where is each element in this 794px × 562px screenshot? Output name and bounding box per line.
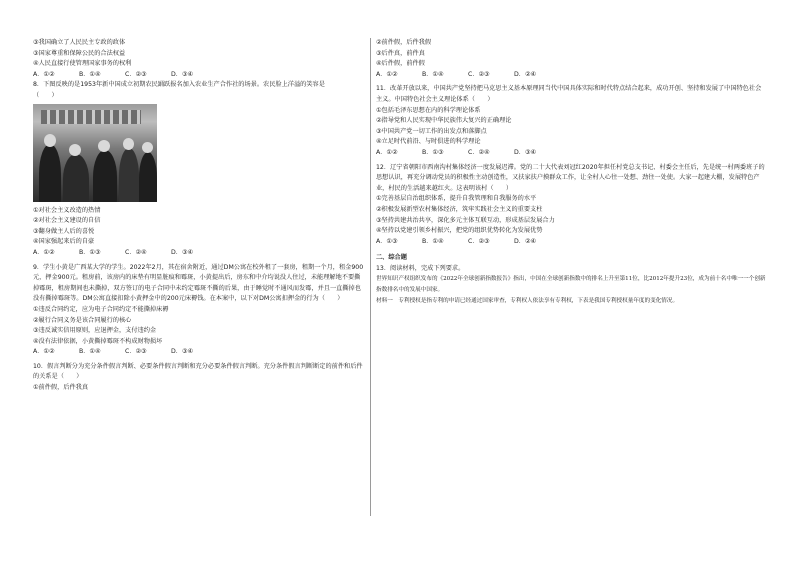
q9-option-b: B．①④ xyxy=(79,348,101,356)
q12-option-d: D．②④ xyxy=(514,237,537,245)
q10-item-4: ④后件假，前件假 xyxy=(376,60,425,68)
left-line-3: ④人民直接行使管理国家事务的权利 xyxy=(33,60,132,68)
column-divider xyxy=(370,38,371,516)
q11-item-3: ③中国共产党一切工作的出发点和落脚点 xyxy=(376,127,487,135)
q10-item-2: ②前件假，后件我假 xyxy=(376,39,432,46)
q11-item-4: ④立足时代前沿、与时俱进的科学理论 xyxy=(376,138,481,146)
q13-stem: 13．阅读材料，完成下列要求。 xyxy=(376,264,465,272)
q7-option-b: B．①④ xyxy=(79,70,101,78)
q9-item-3: ③违反诚实信用原则，应退押金，支付违约金 xyxy=(33,327,157,335)
q10-item-3: ③后件真，前件真 xyxy=(376,49,425,57)
q11-option-a: A．①② xyxy=(376,148,398,156)
q8-item-4: ④国家强起来后的自豪 xyxy=(33,238,95,246)
q10-stem: 10．假言判断分为充分条件假言判断、必要条件假言判断和充分必要条件假言判断。充分条件假言判断断定的前件和后件的关系是（ ） xyxy=(33,362,363,381)
q8-option-d: D．③④ xyxy=(171,248,194,256)
q8-item-3: ③翻身做主人后的喜悦 xyxy=(33,227,95,235)
q13-material-one: 材料一 专利授权是指专利的申请已经通过国家审查，专利权人依法享有专利权，下表是我国专利授权量年度的变化情况。 xyxy=(376,297,679,304)
q10-option-b: B．①④ xyxy=(422,70,444,78)
q12-option-a: A．①③ xyxy=(376,237,398,245)
q10-option-d: D．②④ xyxy=(514,70,537,78)
q8-option-a: A．①② xyxy=(33,248,55,256)
q7-option-a: A．①② xyxy=(33,70,55,78)
q9-options xyxy=(33,347,366,358)
q11-option-c: C．②④ xyxy=(468,148,490,156)
q10-option-a: A．①② xyxy=(376,70,398,78)
q7-option-c: C．②③ xyxy=(125,70,147,78)
q9-option-a: A．①② xyxy=(33,348,55,356)
q12-item-4: ④坚持以党建引领乡村振兴，把党的组织优势转化为发展优势 xyxy=(376,227,543,235)
q12-option-c: C．②③ xyxy=(468,237,490,245)
left-column xyxy=(33,38,366,394)
q8-stem: 8．下图反映的是1953年新中国成立初期农民踊跃报名加入农业生产合作社的场景。农民脸上洋溢的笑容是 xyxy=(33,81,325,89)
q9-item-4: ④没有法律依据，小黄撕掉霉斑不构成财物损坏 xyxy=(33,337,163,345)
q12-item-3: ③坚持共建共治共享，深化多元主体互联互动，形成基层发展合力 xyxy=(376,216,555,224)
q11-item-1: ①包括毛泽东思想在内的科学理论体系 xyxy=(376,106,481,114)
q9-option-c: C．②③ xyxy=(125,348,147,356)
q8-item-2: ②对社会主义建设的自信 xyxy=(33,217,101,225)
left-line-2: ③国家尊重和保障公民的合法权益 xyxy=(33,49,126,57)
q13-material-intro: 世界知识产权组织发布的《2022年全球创新指数报告》指出，中国在全球创新指数中的排名上升至第11位，比2012年提升23位，成为前十名中唯一一个创新指数排名中的发展中国家。 xyxy=(376,276,766,294)
q8-bracket: （ ） xyxy=(33,91,58,99)
q11-option-b: B．①③ xyxy=(422,148,444,156)
q7-options xyxy=(33,70,366,81)
q10-options xyxy=(376,70,766,81)
q11-option-d: D．③④ xyxy=(514,148,537,156)
q7-option-d: D．③④ xyxy=(171,70,194,78)
q9-item-2: ②履行合同义务是该合同履行的核心 xyxy=(33,316,132,324)
q8-option-c: C．②④ xyxy=(125,248,147,256)
q12-item-2: ②积极发展新型农村集体经济，筑牢实践社会主义的重要支柱 xyxy=(376,205,543,213)
q9-item-1: ①违反合同约定，应为电子合同约定不能撕掉床褥 xyxy=(33,305,169,313)
q8-item-1: ①对社会主义改造的热情 xyxy=(33,206,101,214)
q10-option-c: C．②③ xyxy=(468,70,490,78)
q11-stem: 11．改革开放以来，中国共产党坚持把马克思主义基本原理同当代中国具体实际和时代特点结合起来，成功开创、坚持和发展了中国特色社会主义。中国特色社会主义理论体系（ ） xyxy=(376,85,762,103)
q11-item-2: ②指导党和人民实现中华民族伟大复兴的正确理论 xyxy=(376,117,512,125)
q9-option-d: D．③④ xyxy=(171,348,194,356)
q10-item-1: ①前件假，后件我真 xyxy=(33,384,89,392)
q12-option-b: B．①④ xyxy=(422,237,444,245)
section-heading: 二、综合题 xyxy=(376,254,407,262)
q9-stem: 9．学生小黄是广西某大学的学生。2022年2月，其在宿舍附近，通过DM公寓在校外租了一套房，租期一个月，租金900元，押金900元。租房前，该房内的床垫有明显脏痕和霉斑，小黄提出后，房东和中介均说没人住过，未能理解地不要撕掉霉斑，租房期间也未撕掉，双方签订的电子合同中未约定霉斑不撕的后果，由于睡觉时不通风而发霉，并且一直撕掉也没有撕掉霉斑等。DM公寓直接扣除小黄押金中的200元床褥钱。在本案中，以下对DM公寓扣押金的行为（ ） xyxy=(33,263,364,303)
q8-options xyxy=(33,248,366,259)
q8-option-b: B．①③ xyxy=(79,248,101,256)
left-line-1: ③我国确立了人民民主专政的政体 xyxy=(33,39,126,46)
q11-options xyxy=(376,148,766,159)
q12-options xyxy=(376,237,766,248)
right-column xyxy=(376,38,766,306)
q12-item-1: ①完善基层自治组织体系，提升自我管理和自我服务的水平 xyxy=(376,195,537,203)
q8-historical-photo xyxy=(33,104,157,202)
q12-stem: 12．辽宁省朝阳市西南沟村集体经济一度发展迟滞。党的二十大代表刘冠红2020年担任村党总支书记、村委会主任后，先是统一村两委班子的思想认识，再充分调动党员的积极性主动创造性，又扶家扶户摸群众工作，让全村人心往一处想、劲往一处使。大家一起建大棚，发展特色产业，村民的生活越来越红火。这表明该村（ ） xyxy=(376,163,765,192)
